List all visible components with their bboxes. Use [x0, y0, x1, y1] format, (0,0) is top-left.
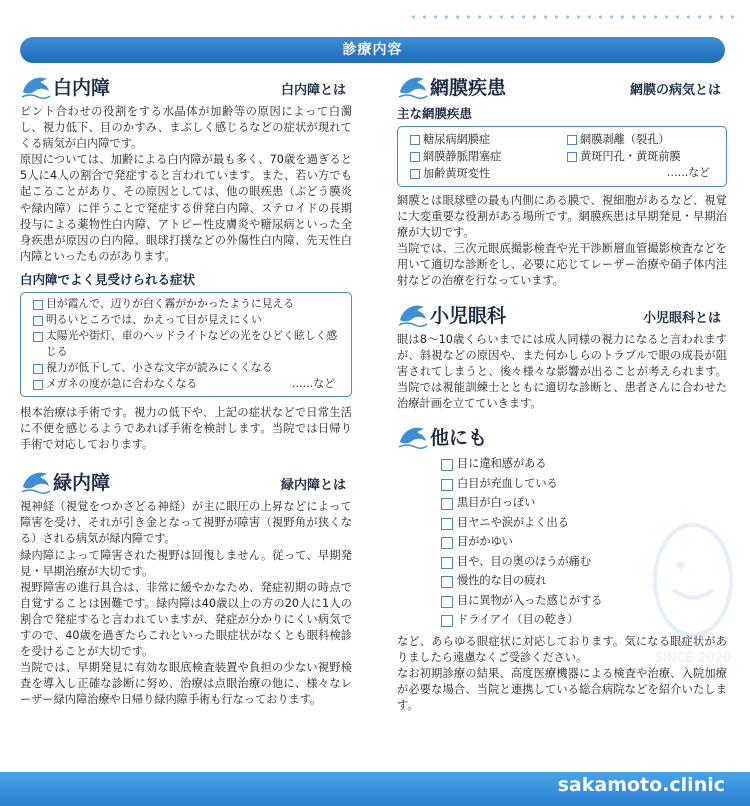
glaucoma-subtitle: 緑内障とは [280, 478, 346, 494]
dolphin-icon [20, 467, 52, 495]
list-item: 目がかゆい [441, 532, 727, 552]
retina-subtitle: 網膜の病気とは [629, 83, 721, 98]
list-item: 加齢黄斑変性 [410, 165, 561, 182]
others-para-2: なお初期診療の結果、高度医療機器による検査や治療、入院加療が必要な場合、当院と連携している総合病院などを紹介いたします。 [397, 666, 727, 712]
list-item: 目や、目の奥のほうが痛む [441, 552, 727, 572]
retina-list-title: 主な網膜疾患 [397, 106, 473, 121]
glaucoma-para-2: 緑内障によって障害された視野は回復しません。従って、早期発見・早期治療が大切です。 [20, 548, 352, 578]
cataract-para-3: 根本治療は手術です。視力の低下や、上記の症状などで日常生活に不便を感じるようであれば手術を検討します。当院では日帰り手術で対応しております。 [20, 405, 352, 452]
cataract-para-1: ピント合わせの役割をする水晶体が加齢等の原因によって白濁し、視力低下、目のかすみ、まぶしく感じるなどの症状が現れてくる病気が白内障です。 [20, 105, 352, 151]
list-item: 網膜剥離（裂孔） [567, 131, 718, 148]
footer-bar [0, 772, 750, 806]
list-item: 目が霞んで、辺りが白く霧がかかったように見える [33, 296, 343, 312]
list-item: 目に異物が入った感じがする [441, 591, 727, 611]
glaucoma-para-3: 視野障害の進行具合は、非常に緩やかなため、発症初期の時点で自覚することは困難です。緑内障は40歳以上の方の20人に1人の割合で発症すると言われていますが、発症が分かりにくい病気ですので、40歳を過ぎたらこれといった眼症状がなくとも眼科検診を受けることが大切です。 [20, 580, 352, 659]
cataract-symptoms-title: 白内障でよく見受けられる症状 [20, 271, 196, 287]
retina-diseases-box [397, 126, 727, 187]
cataract-section [20, 72, 352, 453]
list-item: メガネの度が急に合わなくなる [33, 376, 343, 392]
retina-para-2: 当院では、三次元眼底撮影検査や光干渉断層血管撮影検査などを用いて適切な診断をし、必要に応じてレーザー治療や硝子体内注射などの治療を行なっています。 [397, 242, 727, 288]
list-item: ドライアイ（目の乾き） [441, 610, 727, 630]
glaucoma-title: 緑内障 [53, 472, 111, 495]
list-item: 視力が低下して、小さな文字が読みにくくなる [33, 360, 343, 376]
list-item: 黄斑円孔・黄斑前膜 [567, 148, 718, 165]
retina-para-1: 網膜とは眼球壁の最も内側にある膜で、視細胞があるなど、視覚に大変重要な役割がある場所です。網膜疾患は早期発見・早期治療が大切です。 [397, 194, 727, 240]
list-item: 網膜静脈閉塞症 [410, 148, 561, 165]
retina-heading [397, 72, 727, 102]
watermark-text: SINCE 2020 [654, 651, 732, 666]
cataract-heading [20, 72, 352, 102]
list-item: 慢性的な目の疲れ [441, 571, 727, 591]
retina-title: 網膜疾患 [430, 77, 507, 99]
etc-label: ……など [666, 166, 710, 179]
cataract-symptoms-box [20, 292, 352, 397]
pediatric-heading [397, 300, 727, 330]
others-title: 他にも [430, 427, 488, 450]
list-item: 目ヤニや涙がよく出る [441, 513, 727, 533]
dolphin-icon [397, 72, 429, 100]
retina-section [397, 72, 727, 290]
cataract-title: 白内障 [53, 77, 111, 99]
page-header: 診療内容 [20, 37, 725, 63]
list-item: 白目が充血している [441, 474, 727, 494]
list-item: 糖尿病網膜症 [410, 131, 561, 148]
glaucoma-para-4: 当院では、早期発見に有効な眼底検査装置や負担の少ない視野検査を導入し正確な診断に努め、治療は点眼治療の他に、様々なレーザー緑内障治療や日帰り緑内障手術も行なっております。 [20, 661, 352, 707]
etc-label: ……など [291, 376, 335, 390]
dolphin-icon [397, 422, 429, 450]
dolphin-icon [397, 300, 429, 328]
cataract-para-2: 原因については、加齢による白内障が最も多く、70歳を過ぎると5人に4人の割合で発症すると言われています。また、若い方でも起こることがあり、その原因としては、他の眼疾患（ぶどう膜炎や緑内障）に伴うことで発症する併発白内障、ステロイドの長期投与による薬物性白内障、アトピー性皮膚炎や糖尿病といった全身疾患が原因の白内障、眼球打撲などの外傷性白内障、先天性白内障といったものがあります。 [20, 153, 352, 263]
others-para-1: など、あらゆる眼症状に対応しております。気になる眼症状がありましたら遠慮なくご受診ください。 [397, 634, 727, 664]
pediatric-section [397, 300, 727, 412]
dolphin-watermark-icon [643, 510, 743, 690]
glaucoma-para-1: 視神経（視覚をつかさどる神経）が主に眼圧の上昇などによって障害を受け、それが引き金となって視野が障害（視野角が狭くなる）される病気が緑内障です。 [20, 500, 352, 546]
glaucoma-heading [20, 467, 352, 497]
pediatric-title: 小児眼科 [430, 304, 507, 327]
pediatric-subtitle: 小児眼科とは [642, 310, 721, 326]
dolphin-icon [20, 72, 52, 100]
cataract-subtitle: 白内障とは [280, 83, 346, 98]
others-heading [397, 422, 727, 452]
decorative-dots [408, 12, 738, 22]
list-item: 明るいところでは、かえって目が見えにくい [33, 312, 343, 328]
left-column [20, 72, 352, 718]
list-item: 太陽光や街灯、車のヘッドライトなどの光をひどく眩しく感じる [33, 328, 343, 360]
footer-site: sakamoto.clinic [557, 774, 725, 796]
pediatric-para-1: 眼は8～10歳くらいまでには成人同様の視力になると言われますが、斜視などの原因や、また何かしらのトラブルで眼の成長が阻害されてしまうと、後々様々な影響が出ることが考えられます。当院では視能訓練士とともに適切な診断と、患者さんに合わせた治療計画を立てていきます。 [397, 332, 727, 410]
list-item: 目に違和感がある [441, 454, 727, 474]
glaucoma-section [20, 467, 352, 708]
list-item: 黒目が白っぽい [441, 493, 727, 513]
